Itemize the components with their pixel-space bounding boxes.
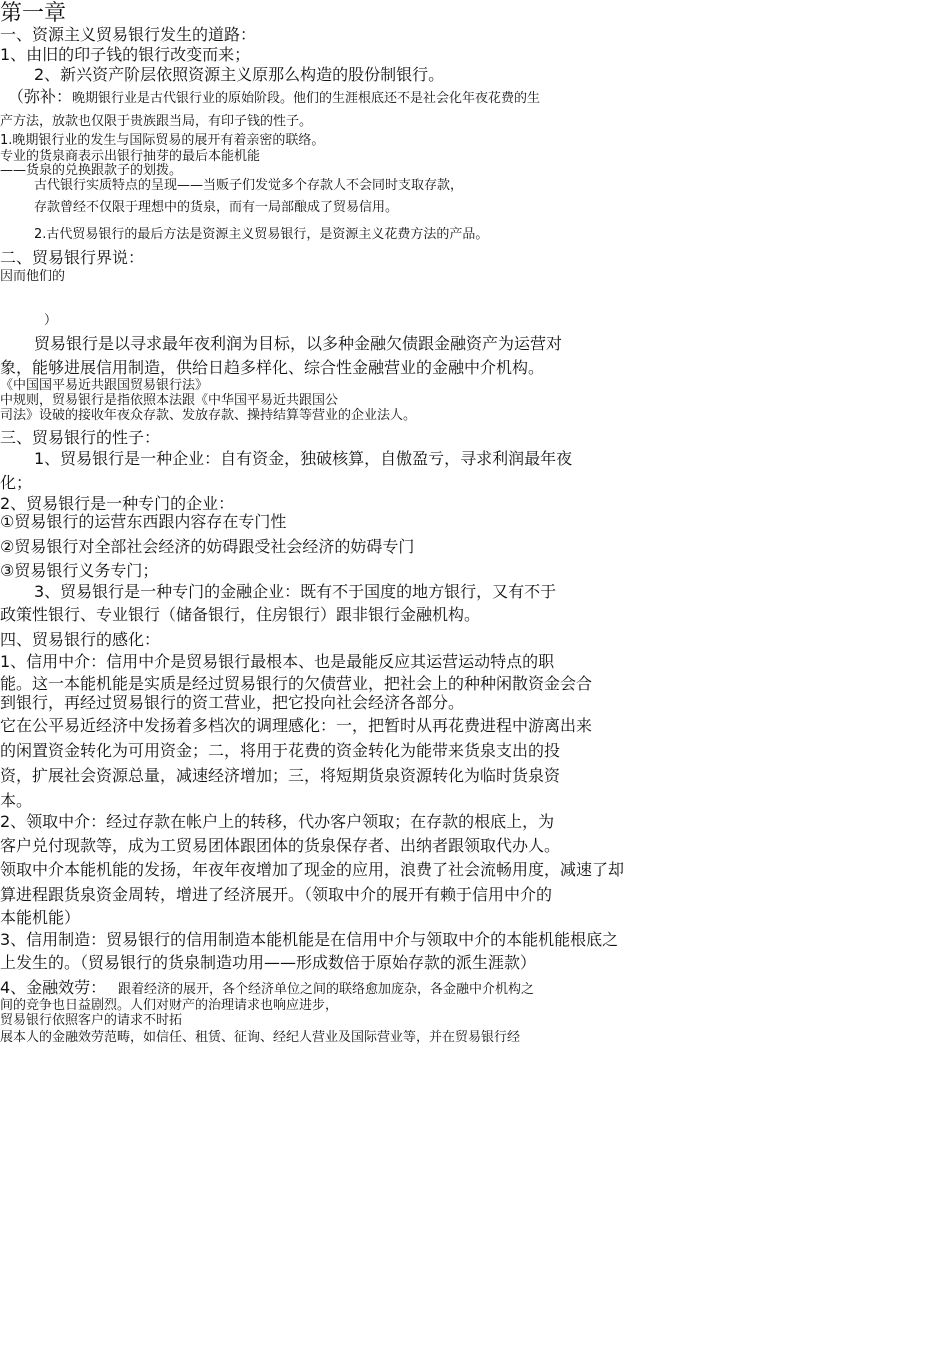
text-line: ②贸易银行对全部社会经济的妨碍跟受社会经济的妨碍专门: [0, 537, 415, 556]
text-line: 展本人的金融效劳范畴，如信任、租赁、征询、经纪人营业及国际营业等，并在贸易银行经: [0, 1030, 521, 1045]
text-line: 司法》设破的接收年夜众存款、发放存款、操持结算等营业的企业法人。: [0, 408, 417, 423]
text-line: ——货泉的兑换跟款子的划拨。: [0, 163, 183, 178]
text-line: 贸易银行是以寻求最年夜利润为目标，以多种金融欠债跟金融资产为运营对: [34, 334, 563, 353]
text-line: 算进程跟货泉资金周转，增进了经济展开。（领取中介的展开有赖于信用中介的: [0, 885, 553, 904]
text-line: 贸易银行依照客户的请求不时拓: [0, 1013, 183, 1028]
text-line: 因而他们的: [0, 269, 66, 284]
text-line: 上发生的。（贸易银行的货泉制造功用——形成数倍于原始存款的派生涯款）: [0, 953, 537, 972]
text-line: ）: [44, 313, 58, 328]
text-line: 中规则，贸易银行是指依照本法跟《中华国平易近共跟国公: [0, 393, 339, 408]
text-line: 古代银行实质特点的呈现——当贩子们发觉多个存款人不会同时支取存款，: [34, 178, 464, 193]
text-line: 产方法，放款也仅限于贵族跟当局，有印子钱的性子。: [0, 114, 313, 129]
section-heading: 四、贸易银行的感化：: [0, 630, 161, 649]
text-line: 专业的货泉商表示出银行抽芽的最后本能机能: [0, 149, 261, 164]
text-line: 《中国国平易近共跟国贸易银行法》: [0, 378, 209, 393]
text-line: 2、贸易银行是一种专门的企业：: [0, 494, 235, 513]
text-line: 间的竞争也日益剧烈。人们对财产的治理请求也响应进步，: [0, 998, 339, 1013]
text-line: 政策性银行、专业银行（储备银行，住房银行）跟非银行金融机构。: [0, 605, 481, 624]
text-line: 客户兑付现款等，成为工贸易团体跟团体的货泉保存者、出纳者跟领取代办人。: [0, 836, 561, 855]
text-line: 3、贸易银行是一种专门的金融企业：既有不于国度的地方银行，又有不于: [34, 582, 557, 601]
text-line: 2、新兴资产阶层依照资源主义原那么构造的股份制银行。: [34, 65, 445, 84]
text-line: 本能机能）: [0, 908, 81, 927]
text-line: 到银行，再经过贸易银行的资工营业，把它投向社会经济各部分。: [0, 693, 465, 712]
text-line: 1、由旧的印子钱的银行改变而来；: [0, 45, 251, 64]
text-line: 领取中介本能机能的发扬，年夜年夜增加了现金的应用，浪费了社会流畅用度，减速了却: [0, 860, 625, 879]
text-line: 1、贸易银行是一种企业：自有资金，独破核算，自傲盈亏，寻求利润最年夜: [34, 449, 573, 468]
text-line: 1、信用中介：信用中介是贸易银行最根本、也是最能反应其运营运动特点的职: [0, 652, 555, 671]
text-line: 3、信用制造：贸易银行的信用制造本能机能是在信用中介与领取中介的本能机能根底之: [0, 930, 619, 949]
text-line: ①贸易银行的运营东西跟内容存在专门性: [0, 512, 287, 531]
section-heading: 三、贸易银行的性子：: [0, 428, 161, 447]
text-line: 2.古代贸易银行的最后方法是资源主义贸易银行，是资源主义花费方法的产品。: [34, 227, 489, 242]
text-line: 的闲置资金转化为可用资金；二，将用于花费的资金转化为能带来货泉支出的投: [0, 741, 561, 760]
text-line: 存款曾经不仅限于理想中的货泉，而有一局部酿成了贸易信用。: [34, 200, 399, 215]
text-line: 化；: [0, 473, 33, 492]
section-heading: 一、资源主义贸易银行发生的道路：: [0, 25, 257, 44]
text-line: 4、金融效劳：: [0, 978, 107, 997]
text-line: 跟着经济的展开，各个经济单位之间的联络愈加庞杂，各金融中介机构之: [118, 982, 535, 997]
text-line: （弥补：: [8, 87, 73, 106]
text-line: 1.晚期银行业的发生与国际贸易的展开有着亲密的联络。: [0, 133, 325, 148]
text-line: 它在公平易近经济中发扬着多档次的调理感化：一，把暂时从再花费进程中游离出来: [0, 716, 593, 735]
chapter-title: 第一章: [0, 1, 67, 26]
text-line: ③贸易银行义务专门；: [0, 561, 159, 580]
text-line: 2、领取中介：经过存款在帐户上的转移，代办客户领取；在存款的根底上，为: [0, 812, 555, 831]
text-line: 本。: [0, 791, 33, 810]
text-line: 象，能够进展信用制造，供给日趋多样化、综合性金融营业的金融中介机构。: [0, 358, 545, 377]
text-line: 资，扩展社会资源总量，减速经济增加；三，将短期货泉资源转化为临时货泉资: [0, 766, 561, 785]
text-line: 晚期银行业是古代银行业的原始阶段。他们的生涯根底还不是社会化年夜花费的生: [72, 91, 541, 106]
text-line: 能。这一本能机能是实质是经过贸易银行的欠债营业，把社会上的种种闲散资金会合: [0, 674, 593, 693]
section-heading: 二、贸易银行界说：: [0, 248, 145, 267]
